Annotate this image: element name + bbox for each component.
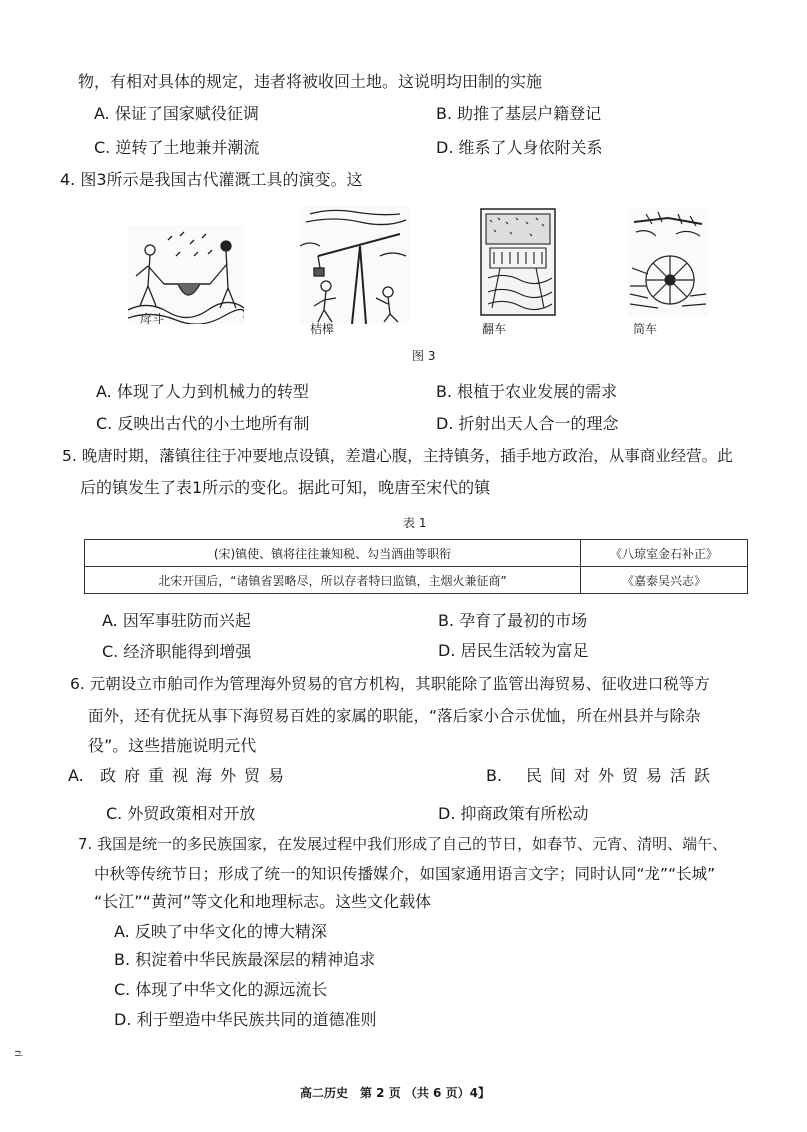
q5-table [84,539,748,594]
well-sweep-woodcut [300,206,410,324]
table-cell-source: 《嘉泰吴兴志》 [581,567,748,594]
figure-label-tongche: 筒车 [633,322,658,336]
q4-option-d: D. 折射出天人合一的理念 [436,414,619,433]
figure-label-doudou: 戽斗 [140,312,165,326]
q7-stem-line3: “长江”“黄河”等文化和地理标志。这些文化载体 [94,892,432,911]
q7-option-a: A. 反映了中华文化的博大精深 [114,922,327,941]
q5-option-a: A. 因军事驻防而兴起 [102,611,251,630]
q4-stem: 4. 图3所示是我国古代灌溉工具的演变。这 [60,170,363,189]
q5-stem-line1: 5. 晚唐时期，藩镇往往于冲要地点设镇，差遣心腹，主持镇务，插手地方政治，从事商业经营。此 [62,447,733,465]
q4-option-b: B. 根植于农业发展的需求 [436,382,618,401]
table-cell-content: (宋)镇使、镇将往往兼知税、勾当酒曲等职衔 [85,540,581,567]
q7-stem-line1: 7. 我国是统一的多民族国家，在发展过程中我们形成了自己的节日，如春节、元宵、清明、端午、 [78,835,728,853]
q3-option-c: C. 逆转了土地兼并潮流 [94,138,260,157]
q6-option-b-text: 民间对外贸易活跃 [526,766,719,785]
table-title: 表 1 [403,516,427,530]
figure-label-fanche: 翻车 [482,322,507,336]
q7-option-b: B. 积淀着中华民族最深层的精神追求 [114,950,376,969]
q7-stem-line2: 中秋等传统节日；形成了统一的知识传播媒介，如国家通用语言文字；同时认同“龙”“长城” [94,865,716,883]
water-wheel-woodcut [628,208,708,316]
q7-option-c: C. 体现了中华文化的源远流长 [114,980,328,999]
q5-option-c: C. 经济职能得到增强 [102,642,252,661]
q5-option-b: B. 孕育了最初的市场 [438,611,588,630]
q3-option-d: D. 维系了人身依附关系 [436,138,603,157]
q6-option-d: D. 抑商政策有所松动 [438,804,589,823]
figure-label-jiegao: 桔槔 [310,322,335,336]
q6-option-c: C. 外贸政策相对开放 [106,804,256,823]
chain-pump-woodcut [480,208,556,316]
q6-option-a-letter: A. [68,766,84,785]
q6-option-a-text: 政府重视海外贸易 [100,766,293,785]
table-cell-source: 《八琼室金石补正》 [581,540,748,567]
q3-option-a: A. 保证了国家赋役征调 [94,104,259,123]
q3-stem-tail: 物，有相对具体的规定，违者将被收回土地。这说明均田制的实施 [78,72,543,91]
q6-stem-line2: 面外，还有优抚从事下海贸易百姓的家属的职能，“落后家小合示优恤，所在州县并与除杂 [88,707,701,725]
q6-stem-line1: 6. 元朝设立市舶司作为管理海外贸易的官方机构，其职能除了监管出海贸易、征收进口税等方 [70,675,710,693]
page-footer: 高二历史 第 2 页 （共 6 页）4】 [300,1086,490,1100]
q6-stem-line3: 役”。这些措施说明元代 [88,736,257,755]
q4-option-a: A. 体现了人力到机械力的转型 [96,382,309,401]
table-row [85,540,748,567]
q5-option-d: D. 居民生活较为富足 [438,641,589,660]
q6-option-b-letter: B. [486,766,503,785]
q5-stem-line2: 后的镇发生了表1所示的变化。据此可知，晚唐至宋代的镇 [80,478,491,497]
q3-option-b: B. 助推了基层户籍登记 [436,104,602,123]
figure-caption: 图 3 [412,349,436,363]
table-row [85,567,748,594]
q7-option-d: D. 利于塑造中华民族共同的道德准则 [114,1010,377,1029]
table-cell-content: 北宋开国后，“诸镇省罢略尽，所以存者特曰监镇，主烟火兼征商” [85,567,581,594]
margin-mark: ri [11,1050,23,1057]
q4-option-c: C. 反映出古代的小土地所有制 [96,414,310,433]
